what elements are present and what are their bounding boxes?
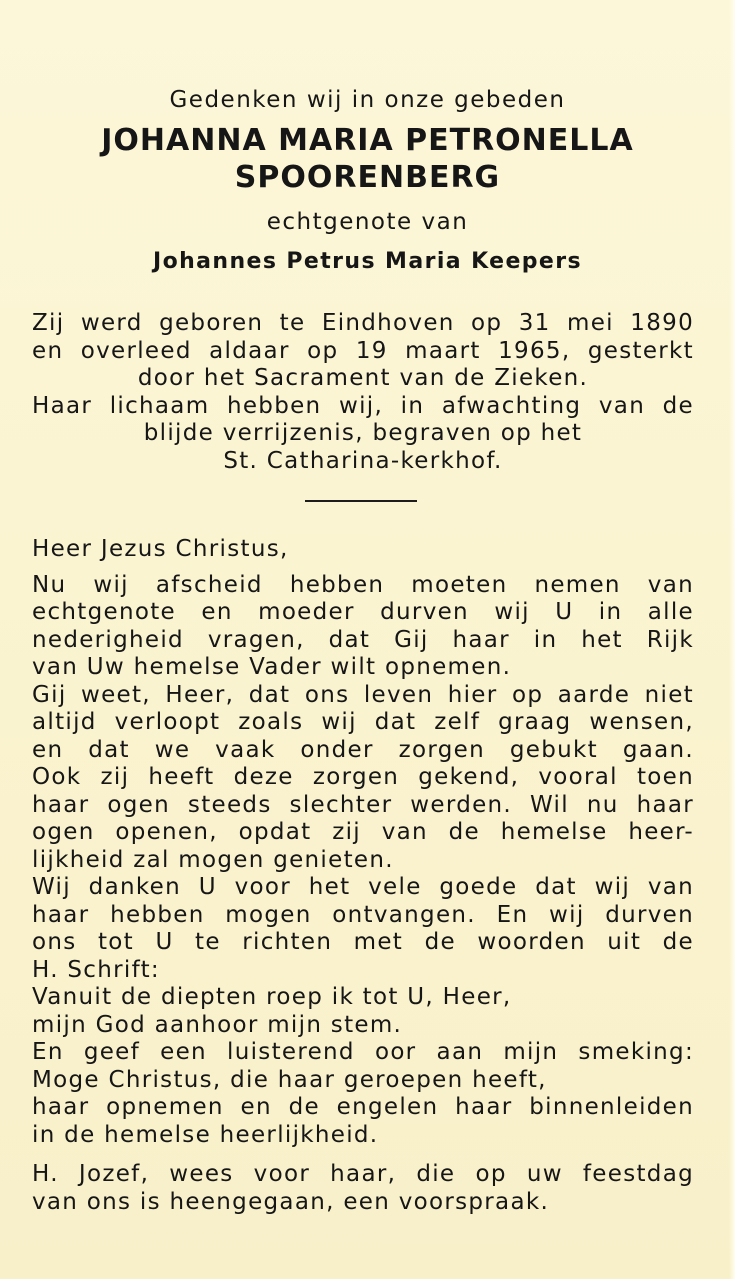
prayer-line: Nu wij afscheid hebben moeten nemen van bbox=[32, 571, 694, 598]
prayer-line: altijd verloopt zoals wij dat zelf graag wensen, bbox=[32, 709, 694, 735]
bio-line: St. Catharina-kerkhof. bbox=[223, 447, 503, 474]
deceased-name-line-2: SPOORENBERG bbox=[234, 160, 501, 195]
section-divider bbox=[305, 500, 417, 502]
prayer-line: Wij danken U voor het vele goede dat wij van bbox=[32, 874, 694, 900]
spouse-name: Johannes Petrus Maria Keepers bbox=[153, 249, 582, 274]
card-header bbox=[0, 84, 735, 278]
prayer-line: En geef een luisterend oor aan mijn smeking: bbox=[32, 1039, 694, 1065]
prayer-line: echtgenote en moeder durven wij U in alle bbox=[32, 599, 694, 625]
prayer-line: in de hemelse heerlijkheid. bbox=[32, 1121, 379, 1148]
prayer-line: Moge Christus, die haar geroepen heeft, bbox=[32, 1066, 547, 1093]
prayer-line: Ook zij heeft deze zorgen gekend, vooral toen bbox=[32, 764, 694, 790]
prayer-line: haar ogen steeds slechter werden. Wil nu haar bbox=[32, 791, 694, 818]
biography bbox=[32, 310, 694, 475]
prayer-line: van Uw hemelse Vader wilt opnemen. bbox=[32, 654, 512, 680]
bio-line: Zij werd geboren te Eindhoven op 31 mei 1890 bbox=[32, 310, 694, 336]
prayer-salutation: Heer Jezus Christus, bbox=[32, 536, 289, 562]
prayer-line: mijn God aanhoor mijn stem. bbox=[32, 1011, 403, 1038]
bio-line: Haar lichaam hebben wij, in afwachting van de bbox=[32, 392, 694, 419]
closing-line: H. Jozef, wees voor haar, die op uw feestdag bbox=[32, 1161, 694, 1187]
prayer bbox=[32, 536, 694, 1216]
prayer-line: Gij weet, Heer, dat ons leven hier op aarde niet bbox=[32, 681, 694, 708]
prayer-line: H. Schrift: bbox=[32, 956, 160, 983]
prayer-line: en dat we vaak onder zorgen gebukt gaan. bbox=[32, 736, 694, 763]
prayer-line: lijkheid zal mogen genieten. bbox=[32, 846, 394, 873]
closing-line: van ons is heengegaan, een voorspraak. bbox=[32, 1188, 550, 1215]
deceased-name-line-1: JOHANNA MARIA PETRONELLA bbox=[101, 123, 634, 158]
intro-text: Gedenken wij in onze gebeden bbox=[169, 87, 566, 113]
prayer-line: nederigheid vragen, dat Gij haar in het Rijk bbox=[32, 626, 694, 653]
prayer-line: haar opnemen en de engelen haar binnenleiden bbox=[32, 1094, 694, 1120]
prayer-line: ons tot U te richten met de woorden uit de bbox=[32, 929, 694, 955]
bio-line: en overleed aldaar op 19 maart 1965, gesterkt bbox=[32, 337, 694, 364]
prayer-line: ogen openen, opdat zij van de hemelse heer- bbox=[32, 819, 694, 845]
prayer-line: Vanuit de diepten roep ik tot U, Heer, bbox=[32, 984, 512, 1010]
bio-line: blijde verrijzenis, begraven op het bbox=[143, 420, 583, 446]
spouse-label: echtgenote van bbox=[266, 209, 469, 235]
prayer-line: haar hebben mogen ontvangen. En wij durven bbox=[32, 901, 694, 928]
bio-line: door het Sacrament van de Zieken. bbox=[137, 365, 589, 391]
